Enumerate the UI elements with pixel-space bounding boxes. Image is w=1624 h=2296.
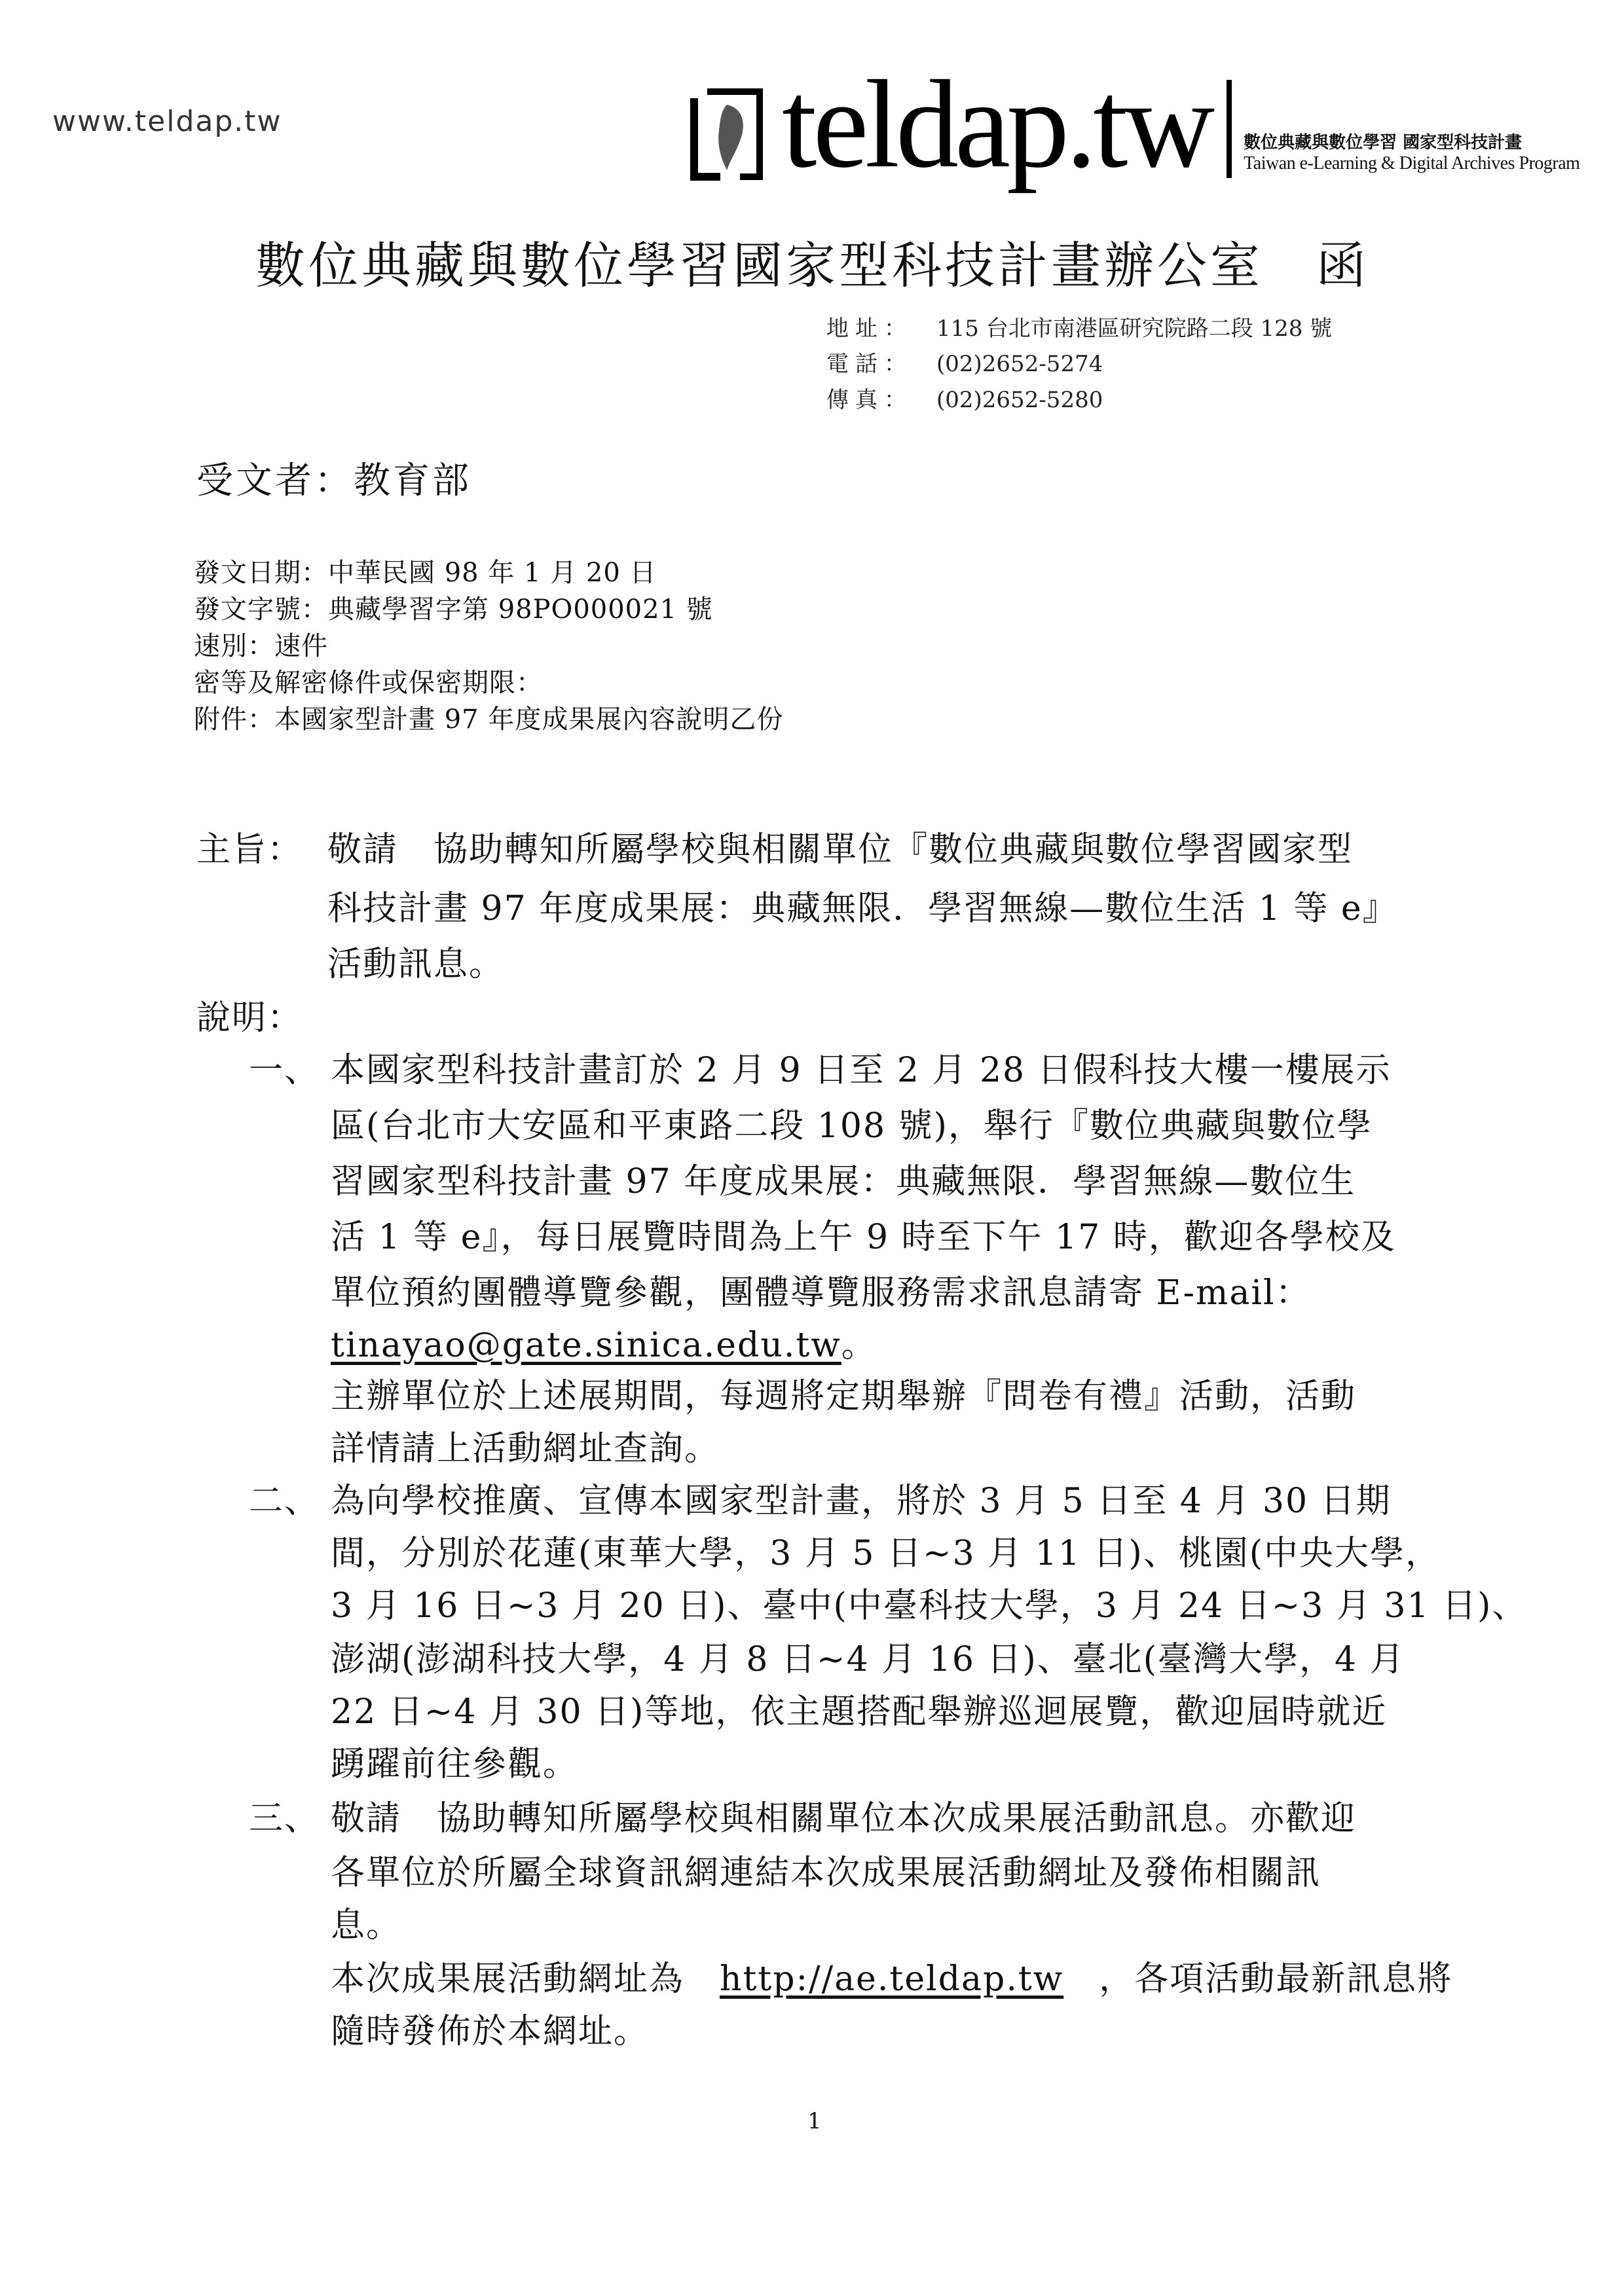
meta-doc-number: 發文字號：典藏學習字第 98PO000021 號 <box>194 594 713 625</box>
item-marker: 三、 <box>249 1799 320 1838</box>
subject-line: 科技計畫 97 年度成果展：典藏無限．學習無線—數位生活 1 等 e』 <box>327 889 1398 928</box>
item-line: 各單位於所屬全球資訊網連結本次成果展活動網址及發佈相關訊 <box>331 1853 1321 1893</box>
meta-speed: 速別：速件 <box>194 631 328 661</box>
email-link[interactable]: tinayao@gate.sinica.edu.tw <box>331 1326 841 1365</box>
recipient: 受文者：教育部 <box>196 460 471 502</box>
url-prefix: 本次成果展活動網址為 <box>331 1959 720 1999</box>
item-line: 3 月 16 日~3 月 20 日)、臺中(中臺科技大學，3 月 24 日~3 月 31 日)、 <box>331 1586 1528 1626</box>
subject-line: 敬請 協助轉知所屬學校與相關單位『數位典藏與數位學習國家型 <box>327 830 1354 869</box>
email-line <box>331 1317 877 1366</box>
item-line: 活 1 等 e』，每日展覽時間為上午 9 時至下午 17 時，歡迎各學校及 <box>331 1218 1396 1257</box>
item-marker: 二、 <box>249 1482 320 1521</box>
logo-subtitle-zh: 數位典藏與數位學習 國家型科技計畫 <box>1244 133 1522 153</box>
explanation-label: 說明： <box>196 998 303 1038</box>
item-line: 區(台北市大安區和平東路二段 108 號)，舉行『數位典藏與數位學 <box>331 1106 1373 1146</box>
contact-phone <box>826 346 1103 378</box>
subject-label: 主旨： <box>196 830 303 869</box>
item-line: 隨時發佈於本網址。 <box>331 2012 650 2051</box>
url-line <box>331 1951 1452 2000</box>
item-line: 敬請 協助轉知所屬學校與相關單位本次成果展活動訊息。亦歡迎 <box>331 1799 1357 1838</box>
item-line: 22 日~4 月 30 日)等地，依主題搭配舉辦巡迴展覽，歡迎屆時就近 <box>331 1692 1388 1732</box>
logo-divider <box>1227 80 1232 178</box>
email-suffix: 。 <box>841 1326 877 1365</box>
contact-address <box>826 310 1332 342</box>
teldap-logo <box>681 54 1580 194</box>
document-title: 數位典藏與數位學習國家型科技計畫辦公室 函 <box>255 236 1369 295</box>
logo-text: teldap.tw <box>782 54 1211 194</box>
meta-security: 密等及解密條件或保密期限： <box>194 668 543 698</box>
logo-subtitle-en: Taiwan e-Learning & Digital Archives Program <box>1244 153 1580 173</box>
subject-line: 活動訊息。 <box>327 945 505 984</box>
contact-label: 地址： <box>826 316 913 342</box>
item-line: 踴躍前往參觀。 <box>331 1745 579 1784</box>
contact-label: 傳真： <box>826 387 913 413</box>
item-line: 單位預約團體導覽參觀，團體導覽服務需求訊息請寄 E-mail： <box>331 1273 1311 1313</box>
item-line: 澎湖(澎湖科技大學，4 月 8 日~4 月 16 日)、臺北(臺灣大學，4 月 <box>331 1640 1405 1679</box>
url-suffix: ，各項活動最新訊息將 <box>1063 1959 1453 1999</box>
contact-label: 電話： <box>826 351 913 377</box>
meta-date: 發文日期：中華民國 98 年 1 月 20 日 <box>194 558 657 588</box>
item-line: 主辦單位於上述展期間，每週將定期舉辦『問卷有禮』活動，活動 <box>331 1377 1357 1416</box>
contact-value: (02)2652-5280 <box>936 387 1103 413</box>
contact-value: (02)2652-5274 <box>936 351 1103 377</box>
contact-fax <box>826 382 1103 414</box>
item-line: 間，分別於花蓮(東華大學，3 月 5 日~3 月 11 日)、桃園(中央大學， <box>331 1534 1441 1573</box>
item-line: 為向學校推廣、宣傳本國家型計畫，將於 3 月 5 日至 4 月 30 日期 <box>331 1482 1392 1521</box>
logo-subtitle <box>1244 129 1579 174</box>
site-url: www.teldap.tw <box>52 105 282 138</box>
logo-mark-icon <box>681 85 773 183</box>
item-line: 息。 <box>331 1906 402 1945</box>
page-number: 1 <box>807 2108 822 2134</box>
item-line: 本國家型科技計畫訂於 2 月 9 日至 2 月 28 日假科技大樓一樓展示 <box>331 1051 1392 1090</box>
item-marker: 一、 <box>249 1051 320 1090</box>
contact-value: 115 台北市南港區研究院路二段 128 號 <box>936 316 1333 342</box>
item-line: 習國家型科技計畫 97 年度成果展：典藏無限．學習無線—數位生 <box>331 1162 1356 1201</box>
meta-attachment: 附件：本國家型計畫 97 年度成果展內容說明乙份 <box>194 704 784 735</box>
item-line: 詳情請上活動網址查詢。 <box>331 1429 720 1468</box>
activity-url-link[interactable]: http://ae.teldap.tw <box>720 1959 1064 1999</box>
